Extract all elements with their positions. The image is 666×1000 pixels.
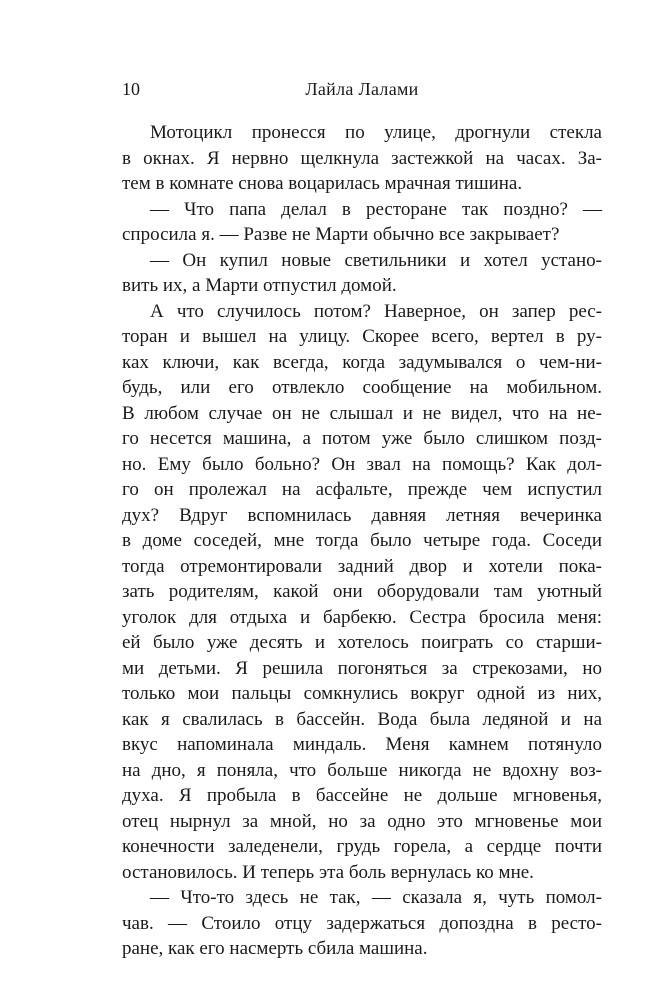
text-line: только мои пальцы сомкнулись вокруг одной из них, xyxy=(122,683,602,704)
text-line: вкус напоминала миндаль. Меня камнем потянуло xyxy=(122,734,602,755)
text-line: дух? Вдруг вспомнилась давняя летняя вечеринка xyxy=(122,504,602,526)
text-line: ках ключи, как всегда, когда задумывался о чем-ни- xyxy=(122,351,602,373)
body-text xyxy=(122,120,602,962)
text-line: зать родителям, какой они оборудовали там уютный xyxy=(122,581,602,602)
page-header xyxy=(122,76,602,102)
text-line: В любом случае он не слышал и не видел, что на не- xyxy=(122,402,602,424)
text-line: на дно, я поняла, что больше никогда не вдохну воз- xyxy=(122,759,602,781)
page-number: 10 xyxy=(122,79,140,99)
text-line: спросила я. — Разве не Марти обычно все закрывает? xyxy=(122,224,560,245)
text-line: уголок для отдыха и барбекю. Сестра бросила меня: xyxy=(122,606,602,628)
text-line: го он пролежал на асфальте, прежде чем испустил xyxy=(122,479,602,500)
running-head-author: Лайла Лалами xyxy=(305,79,419,99)
text-line: ране, как его насмерть сбила машина. xyxy=(122,938,428,959)
text-line: будь, или его отвлекло сообщение на мобильном. xyxy=(122,377,602,398)
text-line: духа. Я пробыла в бассейне не дольше мгновенья, xyxy=(122,785,602,806)
text-line: А что случилось потом? Наверное, он запер рес- xyxy=(150,300,602,322)
text-line: ми детьми. Я решила погоняться за стрекозами, но xyxy=(122,657,602,679)
text-line: го несется машина, а потом уже было слишком позд- xyxy=(122,428,602,449)
text-line: — Что папа делал в ресторане так поздно? — xyxy=(150,198,602,220)
text-line: отец нырнул за мной, но за одно это мгновенье мои xyxy=(122,810,602,832)
text-line: чав. — Стоило отцу задержаться допоздна в ресто- xyxy=(122,912,602,934)
text-line: в окнах. Я нервно щелкнула застежкой на часах. За- xyxy=(122,147,602,169)
text-line: тем в комнате снова воцарилась мрачная тишина. xyxy=(122,173,523,194)
text-line: ей было уже десять и хотелось поиграть со старши- xyxy=(122,632,602,653)
text-line: в доме соседей, мне тогда было четыре года. Соседи xyxy=(122,530,602,551)
text-line: — Что-то здесь не так, — сказала я, чуть помол- xyxy=(150,887,602,908)
text-line: но. Ему было больно? Он звал на помощь? Как дол- xyxy=(122,453,602,475)
text-line: Мотоцикл пронесся по улице, дрогнули стекла xyxy=(150,122,602,143)
text-line: как я свалилась в бассейн. Вода была ледяной и на xyxy=(122,708,602,730)
text-line: конечности заледенели, грудь горела, а сердце почти xyxy=(122,836,602,857)
text-line: тогда отремонтировали задний двор и хотели пока- xyxy=(122,555,602,577)
text-line: вить их, а Марти отпустил домой. xyxy=(122,275,397,296)
text-line: остановилось. И теперь эта боль вернулась ко мне. xyxy=(122,861,534,883)
text-line: — Он купил новые светильники и хотел устано- xyxy=(150,249,602,271)
text-line: торан и вышел на улицу. Скорее всего, вертел в ру- xyxy=(122,326,602,347)
